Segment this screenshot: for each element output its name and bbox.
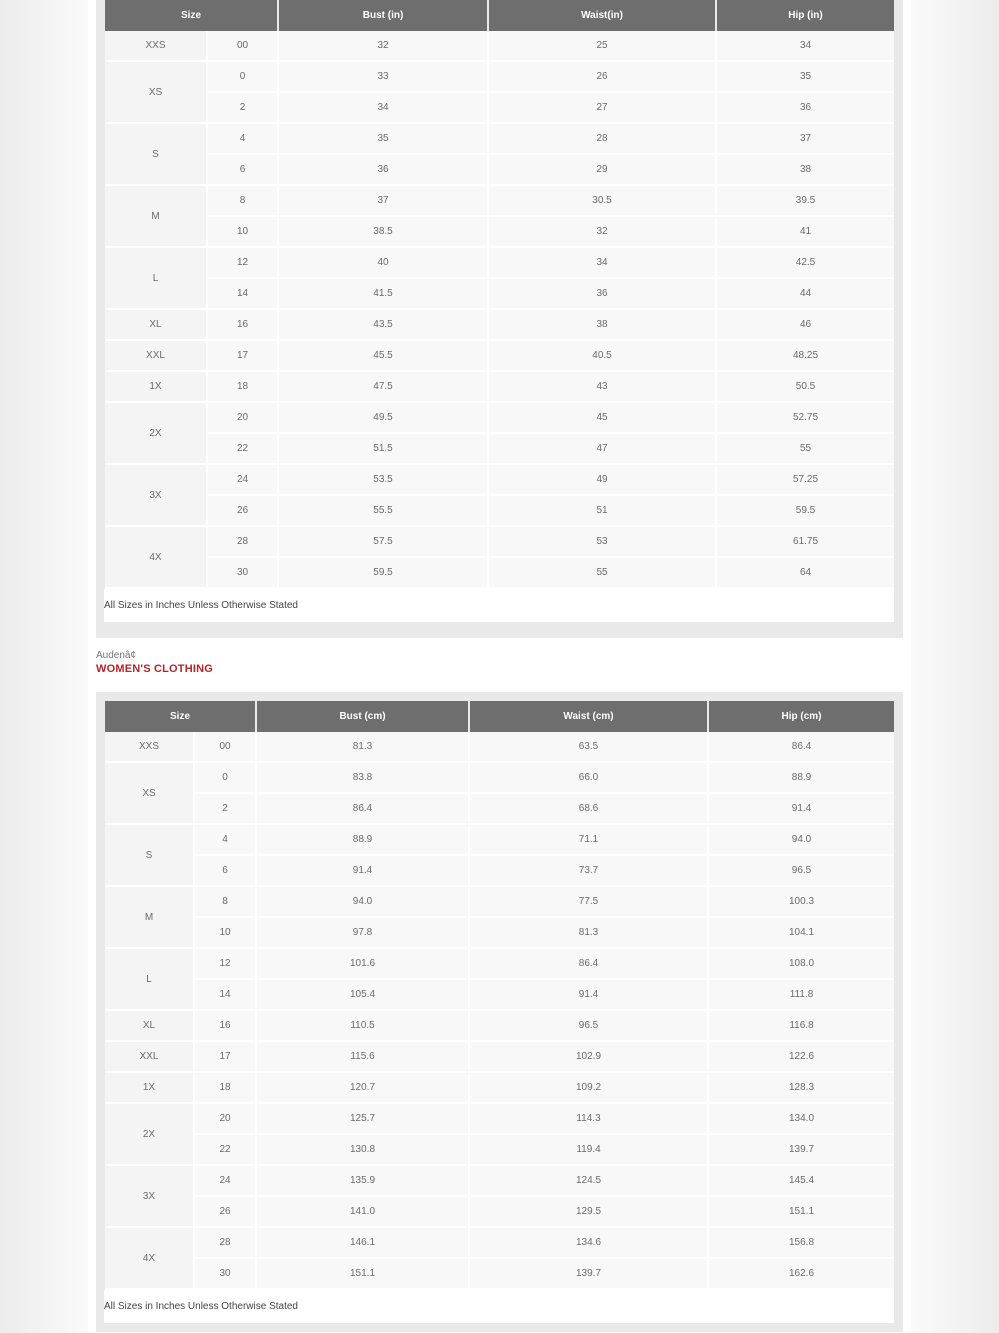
numeric-size-cell: 12 <box>194 948 256 979</box>
bust-cell: 38.5 <box>278 216 488 247</box>
size-chart-cm <box>105 701 894 1323</box>
hip-cell: 128.3 <box>708 1072 894 1103</box>
table-row <box>105 824 894 855</box>
hip-cell: 122.6 <box>708 1041 894 1072</box>
numeric-size-cell: 18 <box>207 371 278 402</box>
hip-cell: 100.3 <box>708 886 894 917</box>
waist-cell: 71.1 <box>469 824 708 855</box>
hip-cell: 108.0 <box>708 948 894 979</box>
size-label-cell: XXS <box>105 31 207 61</box>
numeric-size-cell: 28 <box>194 1227 256 1258</box>
hip-cell: 151.1 <box>708 1196 894 1227</box>
table-row <box>105 495 894 526</box>
table-row <box>105 154 894 185</box>
bust-cell: 83.8 <box>256 762 469 793</box>
numeric-size-cell: 17 <box>207 340 278 371</box>
bust-cell: 51.5 <box>278 433 488 464</box>
bust-cell: 59.5 <box>278 557 488 588</box>
bust-header: Bust (in) <box>278 0 488 31</box>
bust-cell: 105.4 <box>256 979 469 1010</box>
table-row <box>105 1041 894 1072</box>
waist-cell: 102.9 <box>469 1041 708 1072</box>
bust-cell: 47.5 <box>278 371 488 402</box>
waist-cell: 86.4 <box>469 948 708 979</box>
bust-cell: 125.7 <box>256 1103 469 1134</box>
bust-cell: 110.5 <box>256 1010 469 1041</box>
numeric-size-cell: 14 <box>194 979 256 1010</box>
waist-cell: 51 <box>488 495 716 526</box>
waist-cell: 55 <box>488 557 716 588</box>
table-row <box>105 855 894 886</box>
hip-header: Hip (cm) <box>708 701 894 732</box>
size-chart-inches-panel <box>96 0 903 638</box>
hip-cell: 36 <box>716 92 894 123</box>
waist-cell: 139.7 <box>469 1258 708 1289</box>
numeric-size-cell: 0 <box>207 61 278 92</box>
size-label-cell: 4X <box>105 526 207 588</box>
table-row <box>105 1227 894 1258</box>
size-table-inches <box>105 0 894 589</box>
numeric-size-cell: 18 <box>194 1072 256 1103</box>
waist-header: Waist (cm) <box>469 701 708 732</box>
waist-cell: 53 <box>488 526 716 557</box>
bust-cell: 33 <box>278 61 488 92</box>
hip-header: Hip (in) <box>716 0 894 31</box>
waist-cell: 34 <box>488 247 716 278</box>
bust-cell: 91.4 <box>256 855 469 886</box>
hip-cell: 50.5 <box>716 371 894 402</box>
hip-cell: 48.25 <box>716 340 894 371</box>
waist-cell: 124.5 <box>469 1165 708 1196</box>
bust-cell: 151.1 <box>256 1258 469 1289</box>
bust-cell: 146.1 <box>256 1227 469 1258</box>
section-heading: WOMEN'S CLOTHING <box>96 663 214 675</box>
hip-cell: 55 <box>716 433 894 464</box>
bust-cell: 32 <box>278 31 488 61</box>
hip-cell: 134.0 <box>708 1103 894 1134</box>
hip-cell: 42.5 <box>716 247 894 278</box>
hip-cell: 91.4 <box>708 793 894 824</box>
numeric-size-cell: 8 <box>207 185 278 216</box>
hip-cell: 111.8 <box>708 979 894 1010</box>
table-row <box>105 762 894 793</box>
table-row <box>105 247 894 278</box>
bust-cell: 115.6 <box>256 1041 469 1072</box>
table-row <box>105 886 894 917</box>
header-row <box>105 0 894 31</box>
size-header: Size <box>105 701 256 732</box>
size-label-cell: XXL <box>105 340 207 371</box>
hip-cell: 52.75 <box>716 402 894 433</box>
hip-cell: 61.75 <box>716 526 894 557</box>
numeric-size-cell: 17 <box>194 1041 256 1072</box>
hip-cell: 64 <box>716 557 894 588</box>
table-row <box>105 1103 894 1134</box>
waist-cell: 96.5 <box>469 1010 708 1041</box>
bust-cell: 49.5 <box>278 402 488 433</box>
size-label-cell: 3X <box>105 1165 194 1227</box>
numeric-size-cell: 28 <box>207 526 278 557</box>
size-label-cell: L <box>105 948 194 1010</box>
table-row <box>105 1165 894 1196</box>
table-row <box>105 948 894 979</box>
numeric-size-cell: 20 <box>194 1103 256 1134</box>
waist-cell: 77.5 <box>469 886 708 917</box>
header-row <box>105 701 894 732</box>
bust-cell: 35 <box>278 123 488 154</box>
numeric-size-cell: 26 <box>194 1196 256 1227</box>
hip-cell: 156.8 <box>708 1227 894 1258</box>
table-row <box>105 732 894 762</box>
hip-cell: 96.5 <box>708 855 894 886</box>
waist-header: Waist(in) <box>488 0 716 31</box>
bust-cell: 86.4 <box>256 793 469 824</box>
bust-cell: 55.5 <box>278 495 488 526</box>
bust-cell: 97.8 <box>256 917 469 948</box>
numeric-size-cell: 0 <box>194 762 256 793</box>
table-row <box>105 1258 894 1289</box>
hip-cell: 88.9 <box>708 762 894 793</box>
hip-cell: 104.1 <box>708 917 894 948</box>
hip-cell: 41 <box>716 216 894 247</box>
hip-cell: 116.8 <box>708 1010 894 1041</box>
hip-cell: 39.5 <box>716 185 894 216</box>
table-row <box>105 371 894 402</box>
bust-cell: 41.5 <box>278 278 488 309</box>
table-row <box>105 61 894 92</box>
numeric-size-cell: 16 <box>194 1010 256 1041</box>
numeric-size-cell: 8 <box>194 886 256 917</box>
numeric-size-cell: 24 <box>207 464 278 495</box>
size-label-cell: M <box>105 886 194 948</box>
bust-cell: 43.5 <box>278 309 488 340</box>
size-label-cell: S <box>105 824 194 886</box>
waist-cell: 119.4 <box>469 1134 708 1165</box>
numeric-size-cell: 14 <box>207 278 278 309</box>
size-label-cell: XL <box>105 309 207 340</box>
bust-cell: 88.9 <box>256 824 469 855</box>
table-row <box>105 340 894 371</box>
size-label-cell: XXL <box>105 1041 194 1072</box>
waist-cell: 129.5 <box>469 1196 708 1227</box>
bust-cell: 45.5 <box>278 340 488 371</box>
hip-cell: 35 <box>716 61 894 92</box>
numeric-size-cell: 16 <box>207 309 278 340</box>
hip-cell: 86.4 <box>708 732 894 762</box>
size-label-cell: XS <box>105 762 194 824</box>
brand-block <box>96 650 213 676</box>
waist-cell: 25 <box>488 31 716 61</box>
units-note: All Sizes in Inches Unless Otherwise Stated <box>104 589 894 622</box>
waist-cell: 27 <box>488 92 716 123</box>
size-label-cell: L <box>105 247 207 309</box>
size-label-cell: 3X <box>105 464 207 526</box>
hip-cell: 57.25 <box>716 464 894 495</box>
size-table-cm <box>105 701 894 1290</box>
waist-cell: 38 <box>488 309 716 340</box>
hip-cell: 94.0 <box>708 824 894 855</box>
hip-cell: 162.6 <box>708 1258 894 1289</box>
size-chart-inches <box>105 0 894 622</box>
table-row <box>105 31 894 61</box>
table-row <box>105 526 894 557</box>
hip-cell: 37 <box>716 123 894 154</box>
waist-cell: 28 <box>488 123 716 154</box>
waist-cell: 30.5 <box>488 185 716 216</box>
waist-cell: 43 <box>488 371 716 402</box>
bust-cell: 120.7 <box>256 1072 469 1103</box>
table-row <box>105 309 894 340</box>
hip-cell: 44 <box>716 278 894 309</box>
table-row <box>105 917 894 948</box>
hip-cell: 38 <box>716 154 894 185</box>
numeric-size-cell: 4 <box>194 824 256 855</box>
numeric-size-cell: 10 <box>194 917 256 948</box>
numeric-size-cell: 24 <box>194 1165 256 1196</box>
waist-cell: 134.6 <box>469 1227 708 1258</box>
bust-cell: 101.6 <box>256 948 469 979</box>
table-row <box>105 433 894 464</box>
numeric-size-cell: 00 <box>194 732 256 762</box>
bust-cell: 36 <box>278 154 488 185</box>
size-label-cell: 1X <box>105 371 207 402</box>
size-label-cell: XL <box>105 1010 194 1041</box>
bust-cell: 130.8 <box>256 1134 469 1165</box>
waist-cell: 81.3 <box>469 917 708 948</box>
numeric-size-cell: 12 <box>207 247 278 278</box>
numeric-size-cell: 30 <box>194 1258 256 1289</box>
numeric-size-cell: 26 <box>207 495 278 526</box>
table-row <box>105 92 894 123</box>
numeric-size-cell: 22 <box>194 1134 256 1165</box>
size-label-cell: M <box>105 185 207 247</box>
units-note: All Sizes in Inches Unless Otherwise Stated <box>104 1290 894 1323</box>
table-row <box>105 979 894 1010</box>
table-row <box>105 464 894 495</box>
bust-cell: 141.0 <box>256 1196 469 1227</box>
size-label-cell: 1X <box>105 1072 194 1103</box>
waist-cell: 66.0 <box>469 762 708 793</box>
bust-cell: 94.0 <box>256 886 469 917</box>
numeric-size-cell: 30 <box>207 557 278 588</box>
numeric-size-cell: 00 <box>207 31 278 61</box>
table-row <box>105 216 894 247</box>
bust-cell: 135.9 <box>256 1165 469 1196</box>
waist-cell: 91.4 <box>469 979 708 1010</box>
hip-cell: 46 <box>716 309 894 340</box>
numeric-size-cell: 20 <box>207 402 278 433</box>
bust-cell: 53.5 <box>278 464 488 495</box>
size-label-cell: XS <box>105 61 207 123</box>
table-row <box>105 793 894 824</box>
size-label-cell: S <box>105 123 207 185</box>
waist-cell: 26 <box>488 61 716 92</box>
waist-cell: 36 <box>488 278 716 309</box>
numeric-size-cell: 6 <box>194 855 256 886</box>
waist-cell: 114.3 <box>469 1103 708 1134</box>
brand-name: Audenâ¢ <box>96 650 137 661</box>
bust-cell: 40 <box>278 247 488 278</box>
size-label-cell: XXS <box>105 732 194 762</box>
table-row <box>105 402 894 433</box>
size-label-cell: 2X <box>105 402 207 464</box>
hip-cell: 34 <box>716 31 894 61</box>
waist-cell: 73.7 <box>469 855 708 886</box>
waist-cell: 68.6 <box>469 793 708 824</box>
hip-cell: 145.4 <box>708 1165 894 1196</box>
size-label-cell: 4X <box>105 1227 194 1289</box>
waist-cell: 45 <box>488 402 716 433</box>
table-row <box>105 278 894 309</box>
numeric-size-cell: 10 <box>207 216 278 247</box>
bust-cell: 37 <box>278 185 488 216</box>
table-row <box>105 1134 894 1165</box>
bust-cell: 81.3 <box>256 732 469 762</box>
numeric-size-cell: 22 <box>207 433 278 464</box>
waist-cell: 63.5 <box>469 732 708 762</box>
waist-cell: 29 <box>488 154 716 185</box>
waist-cell: 109.2 <box>469 1072 708 1103</box>
waist-cell: 40.5 <box>488 340 716 371</box>
hip-cell: 139.7 <box>708 1134 894 1165</box>
table-row <box>105 1072 894 1103</box>
numeric-size-cell: 2 <box>194 793 256 824</box>
hip-cell: 59.5 <box>716 495 894 526</box>
waist-cell: 49 <box>488 464 716 495</box>
bust-cell: 57.5 <box>278 526 488 557</box>
bust-cell: 34 <box>278 92 488 123</box>
waist-cell: 32 <box>488 216 716 247</box>
size-label-cell: 2X <box>105 1103 194 1165</box>
size-chart-cm-panel <box>96 692 903 1332</box>
table-row <box>105 1196 894 1227</box>
numeric-size-cell: 4 <box>207 123 278 154</box>
table-row <box>105 123 894 154</box>
table-row <box>105 185 894 216</box>
table-row <box>105 1010 894 1041</box>
waist-cell: 47 <box>488 433 716 464</box>
table-row <box>105 557 894 588</box>
size-header: Size <box>105 0 278 31</box>
bust-header: Bust (cm) <box>256 701 469 732</box>
numeric-size-cell: 6 <box>207 154 278 185</box>
numeric-size-cell: 2 <box>207 92 278 123</box>
